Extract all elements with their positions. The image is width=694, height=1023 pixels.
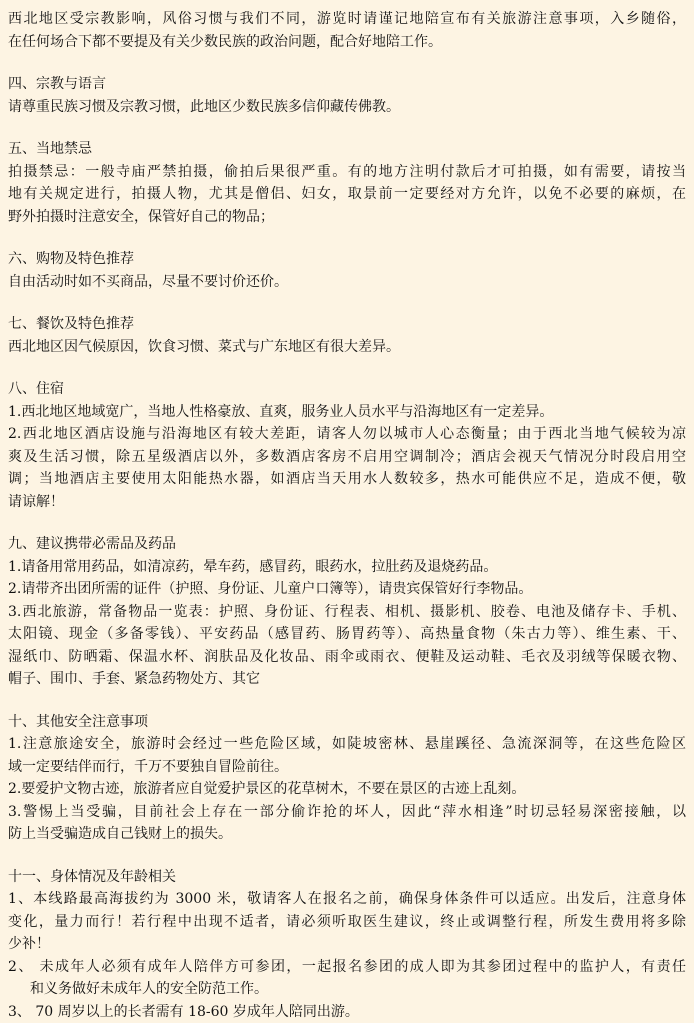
section-essentials (8, 533, 686, 691)
text-line: 2.要爱护文物古迹，旅游者应自觉爱护景区的花草树木，不要在景区的古迹上乱刻。 (8, 778, 686, 801)
text-line: 太阳镜、现金（多备零钱）、平安药品（感冒药、肠胃药等）、高热量食物（朱古力等）、维生素、干、 (8, 623, 686, 646)
section-local-taboos (8, 138, 686, 228)
text-line: 爽及生活习惯，除五星级酒店以外，多数酒店客房不启用空调制冷；酒店会视天气情况分时段启用空 (8, 446, 686, 469)
section-dining (8, 313, 686, 358)
text-line: 2.请带齐出团所需的证件（护照、身份证、儿童户口簿等），请贵宾保管好行李物品。 (8, 578, 686, 601)
text-line: 请尊重民族习惯及宗教习惯，此地区少数民族多信仰藏传佛教。 (8, 96, 686, 119)
text-line: 地有关规定进行，拍摄人物，尤其是僧侣、妇女，取景前一定要经对方允许，以免不必要的麻烦，在 (8, 183, 686, 206)
section-heading: 九、建议携带必需品及药品 (8, 533, 686, 556)
section-heading: 十、其他安全注意事项 (8, 711, 686, 734)
text-line: 2.西北地区酒店设施与沿海地区有较大差距，请客人勿以城市人心态衡量；由于西北当地气候较为凉 (8, 423, 686, 446)
section-heading: 八、住宿 (8, 378, 686, 401)
text-line: 湿纸巾、防晒霜、保温水杯、润肤品及化妆品、雨伞或雨衣、便鞋及运动鞋、毛衣及羽绒等保暖衣物、 (8, 646, 686, 669)
text-line: 西北地区受宗教影响，风俗习惯与我们不同，游览时请谨记地陪宣布有关旅游注意事项，入乡随俗， (8, 8, 686, 31)
intro-paragraph (8, 8, 686, 53)
text-line: 和义务做好未成年人的安全防范工作。 (8, 978, 686, 1001)
text-line: 防上当受骗造成自己钱财上的损失。 (8, 823, 686, 846)
section-shopping (8, 248, 686, 293)
text-line: 1.注意旅途安全，旅游时会经过一些危险区域，如陡坡密林、悬崖蹊径、急流深洞等，在这些危险区 (8, 733, 686, 756)
text-line: 变化，量力而行！若行程中出现不适者，请必须听取医生建议，终止或调整行程，所发生费用将多除 (8, 911, 686, 934)
text-line: 1.请备用常用药品，如清凉药，晕车药，感冒药，眼药水，拉肚药及退烧药品。 (8, 556, 686, 579)
section-heading: 五、当地禁忌 (8, 138, 686, 161)
section-religion-language (8, 73, 686, 118)
text-line: 请谅解！ (8, 491, 686, 514)
section-accommodation (8, 378, 686, 513)
section-heading: 六、购物及特色推荐 (8, 248, 686, 271)
section-heading: 十一、身体情况及年龄相关 (8, 866, 686, 889)
text-line: 拍摄禁忌：一般寺庙严禁拍摄，偷拍后果很严重。有的地方注明付款后才可拍摄，如有需要，请按当 (8, 161, 686, 184)
text-line: 少补！ (8, 933, 686, 956)
text-line: 3、 70 周岁以上的长者需有 18-60 岁成年人陪同出游。 (8, 1001, 686, 1023)
text-line: 帽子、围巾、手套、紧急药物处方、其它 (8, 668, 686, 691)
section-safety (8, 711, 686, 846)
text-line: 调；当地酒店主要使用太阳能热水器，如酒店当天用水人数较多，热水可能供应不足，造成不便，敬 (8, 468, 686, 491)
text-line: 野外拍摄时注意安全，保管好自己的物品； (8, 206, 686, 229)
text-line: 1、本线路最高海拔约为 3000 米，敬请客人在报名之前，确保身体条件可以适应。出发后，注意身体 (8, 888, 686, 911)
section-heading: 七、餐饮及特色推荐 (8, 313, 686, 336)
text-line: 自由活动时如不买商品，尽量不要讨价还价。 (8, 271, 686, 294)
text-line: 2、 未成年人必须有成年人陪伴方可参团，一起报名参团的成人即为其参团过程中的监护人，有责任 (8, 956, 686, 979)
text-line: 3.西北旅游，常备物品一览表：护照、身份证、行程表、相机、摄影机、胶卷、电池及储存卡、手机、 (8, 601, 686, 624)
text-line: 1.西北地区地域宽广，当地人性格豪放、直爽，服务业人员水平与沿海地区有一定差异。 (8, 401, 686, 424)
text-line: 3.警惕上当受骗，目前社会上存在一部分偷诈抢的坏人，因此“萍水相逢”时切忌轻易深密接触，以 (8, 801, 686, 824)
section-health-age (8, 866, 686, 1023)
section-heading: 四、宗教与语言 (8, 73, 686, 96)
text-line: 域一定要结伴而行，千万不要独自冒险前往。 (8, 756, 686, 779)
text-line: 在任何场合下都不要提及有关少数民族的政治问题，配合好地陪工作。 (8, 31, 686, 54)
text-line: 西北地区因气候原因，饮食习惯、菜式与广东地区有很大差异。 (8, 336, 686, 359)
